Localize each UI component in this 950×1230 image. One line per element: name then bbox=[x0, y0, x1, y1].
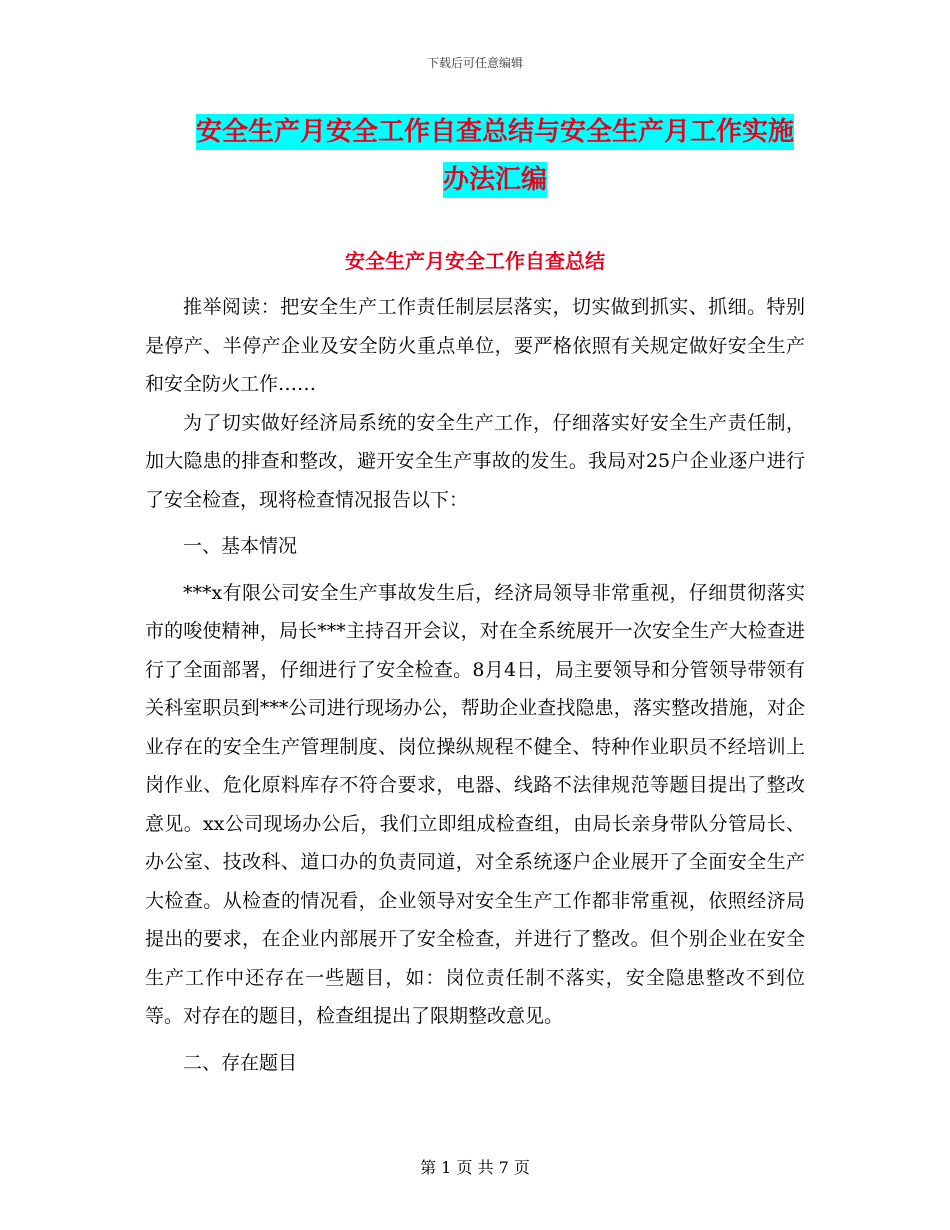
document-title bbox=[150, 108, 840, 204]
heading-existing-problems: 二、存在题目 bbox=[183, 1051, 298, 1074]
page-number-footer: 第 1 页 共 7 页 bbox=[420, 1158, 530, 1177]
section-title: 安全生产月安全工作自查总结 bbox=[345, 249, 605, 273]
page-header-note: 下载后可任意编辑 bbox=[426, 56, 523, 70]
paragraph-introduction: 为了切实做好经济局系统的安全生产工作，仔细落实好安全生产责任制，加大隐患的排查和整改，避开安全生产事故的发生。我局对25户企业逐户进行了安全检查，现将检查情况报告以下： bbox=[145, 411, 805, 511]
paragraph-recommended-reading: 推举阅读：把安全生产工作责任制层层落实，切实做到抓实、抓细。特别是停产、半停产企业及安全防火重点单位，要严格依照有关规定做好安全生产和安全防火工作…… bbox=[145, 296, 805, 395]
heading-basic-situation: 一、基本情况 bbox=[183, 535, 298, 557]
document-body bbox=[145, 288, 805, 1082]
document-title-line-1: 安全生产月安全工作自查总结与安全生产月工作实施 bbox=[196, 114, 794, 150]
paragraph-basic-situation: ***x有限公司安全生产事故发生后，经济局领导非常重视，仔细贯彻落实市的唆使精神，局长***主持召开会议，对在全系统展开一次安全生产大检查进行了全面部署，仔细进行了安全检查。8月4日，局主要领导和分管领导带领有关科室职员到***公司进行现场办公，帮助企业查找隐患，落实整改措施，对企业存在的安全生产管理制度、岗位操纵规程不健全、特种作业职员不经培训上岗作业、危化原料库存不符合要求，电器、线路不法律规范等题目提出了整改意见。xx公司现场办公后，我们立即组成检查组，由局长亲身带队分管局长、办公室、技改科、道口办的负责同道，对全系统逐户企业展开了全面安全生产大检查。从检查的情况看，企业领导对安全生产工作都非常重视，依照经济局提出的要求，在企业内部展开了安全检查，并进行了整改。但个别企业在安全生产工作中还存在一些题目，如：岗位责任制不落实，安全隐患整改不到位等。对存在的题目，检查组提出了限期整改意见。 bbox=[145, 581, 805, 1027]
document-title-line-2: 办法汇编 bbox=[443, 162, 547, 198]
